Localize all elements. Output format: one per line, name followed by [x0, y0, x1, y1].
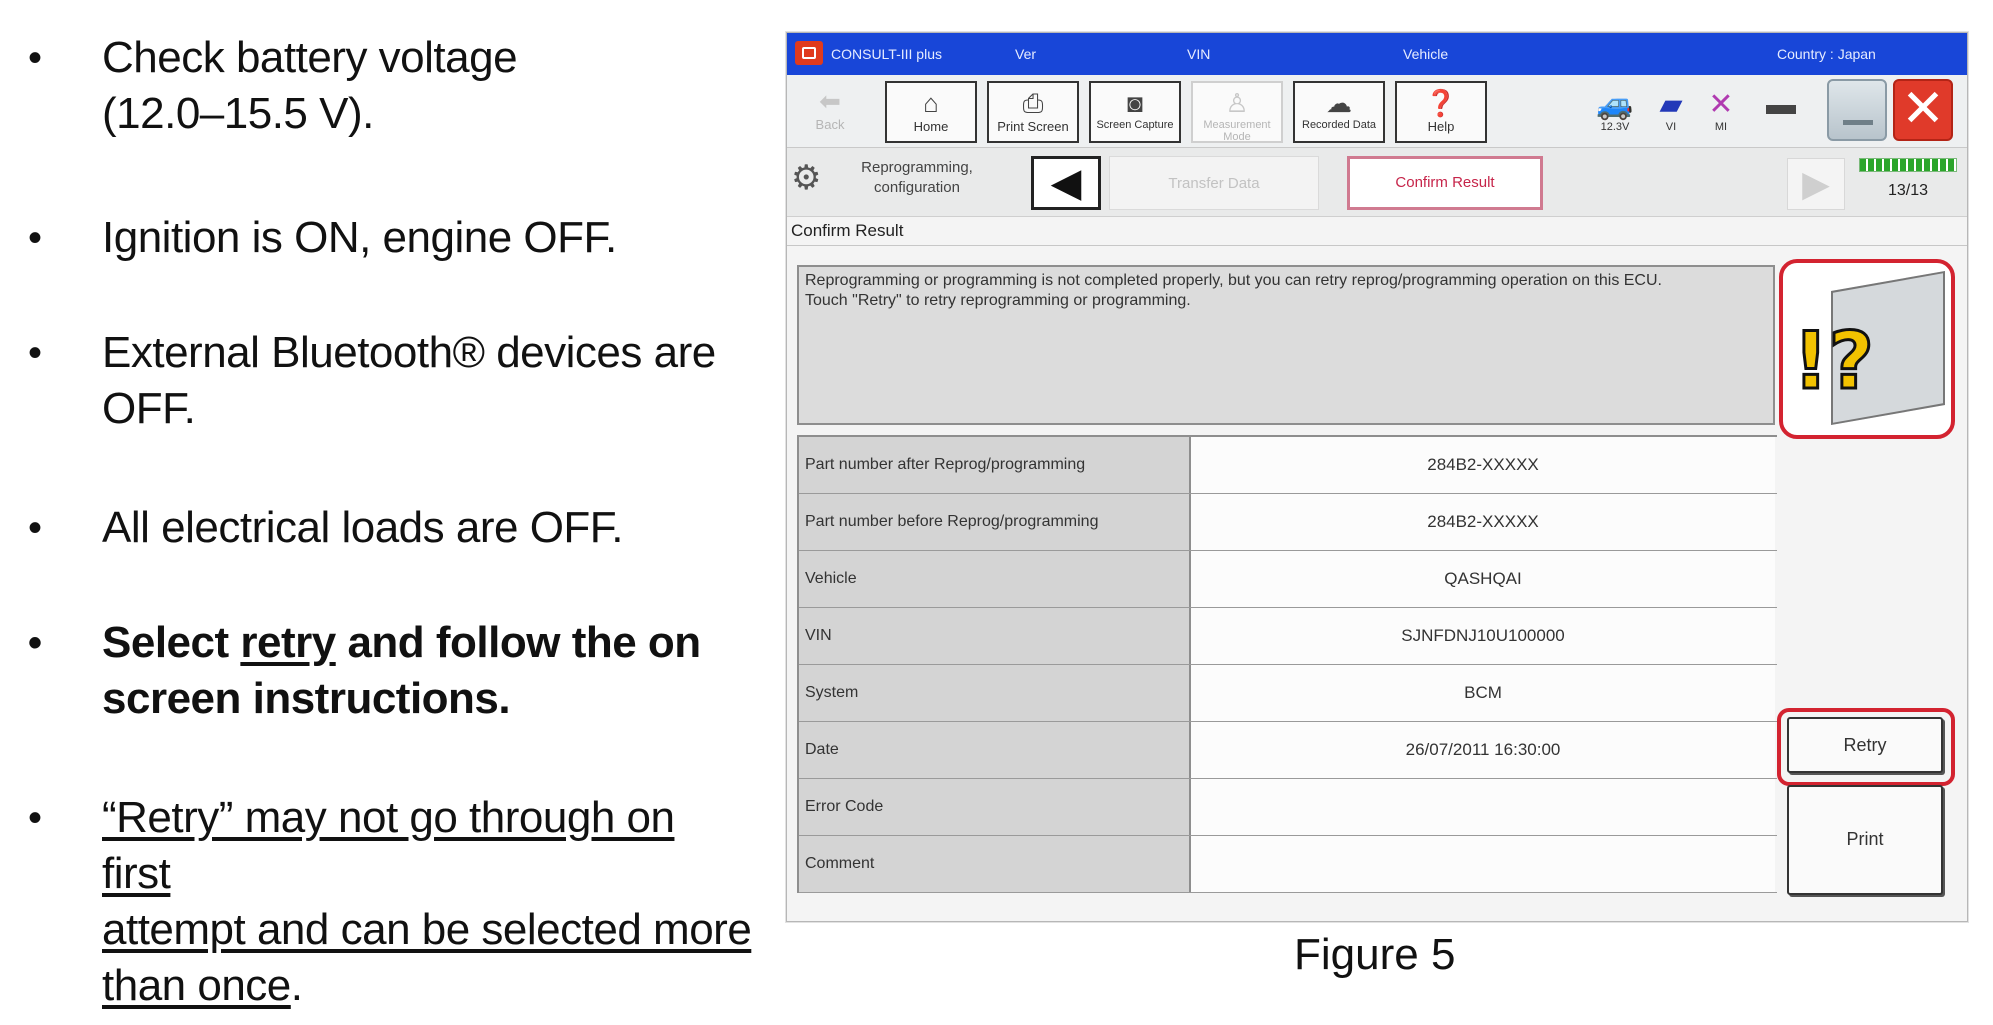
- bullet-dot-icon: •: [28, 216, 42, 260]
- step-counter: 13/13: [1887, 182, 1929, 199]
- row-key: Part number before Reprog/programming: [799, 494, 1191, 550]
- car-icon: 🚙: [1596, 88, 1634, 121]
- recorded-data-icon: ☁: [1326, 88, 1352, 118]
- result-table: [797, 435, 1777, 893]
- battery-status: [1587, 89, 1643, 133]
- bullet-dot-icon: •: [28, 621, 42, 665]
- app-title: CONSULT-III plus: [831, 46, 942, 62]
- app-logo-icon: [795, 41, 823, 65]
- triangle-left-icon: ◀: [1050, 161, 1082, 205]
- next-step-button[interactable]: [1787, 158, 1845, 210]
- home-icon: ⌂: [923, 88, 939, 118]
- table-row: [799, 722, 1777, 779]
- close-icon: ✕: [1901, 80, 1945, 138]
- table-row: [799, 494, 1777, 551]
- row-key: System: [799, 665, 1191, 721]
- navigation-row: [787, 148, 1967, 217]
- row-value: 26/07/2011 16:30:00: [1191, 722, 1775, 778]
- bullet-text: .: [290, 961, 303, 1010]
- measurement-icon: ♙: [1225, 88, 1249, 118]
- row-value: BCM: [1191, 665, 1775, 721]
- triangle-right-icon: ▶: [1802, 163, 1830, 204]
- mi-status: [1701, 89, 1741, 133]
- measurement-mode-button[interactable]: [1191, 81, 1283, 143]
- row-key: Part number after Reprog/programming: [799, 437, 1191, 493]
- row-value: [1191, 779, 1775, 835]
- step-transfer-data[interactable]: Transfer Data: [1109, 156, 1319, 210]
- row-key: Date: [799, 722, 1191, 778]
- vi-icon: ▰: [1659, 88, 1683, 121]
- bullet-text: and follow the on: [335, 618, 701, 667]
- row-key: Comment: [799, 836, 1191, 892]
- row-key: VIN: [799, 608, 1191, 664]
- back-arrow-icon: ⬅: [819, 86, 841, 116]
- vi-status: [1651, 89, 1691, 133]
- battery-voltage: 12.3V: [1600, 121, 1630, 133]
- camera-icon: ◙: [1127, 88, 1143, 118]
- message-text: Reprogramming or programming is not completed properly, but you can retry reprog/programming operation on this ECU. Touch "Retry" to retry reprogramming or programming.: [805, 272, 1662, 309]
- bullet-text: All electrical loads are OFF.: [102, 503, 624, 552]
- bullet-text: Ignition is ON, engine OFF.: [102, 213, 617, 262]
- table-row: [799, 437, 1777, 494]
- figure-caption: Figure 5: [1294, 930, 1456, 979]
- bullet-dot-icon: •: [28, 506, 42, 550]
- bullet-text: screen instructions.: [102, 674, 511, 723]
- bullet-text: Check battery voltage: [102, 33, 518, 82]
- button-label: Recorded Data: [1302, 119, 1376, 131]
- vin-label: VIN: [1187, 46, 1211, 62]
- row-value: 284B2-XXXXX: [1191, 494, 1775, 550]
- toolbar: [787, 75, 1967, 148]
- bullet-text: than once: [102, 961, 291, 1010]
- row-value: 284B2-XXXXX: [1191, 437, 1775, 493]
- connector-status: [1751, 89, 1811, 121]
- print-screen-button[interactable]: [987, 81, 1079, 143]
- button-label: Print Screen: [997, 119, 1069, 134]
- bullet-dot-icon: •: [28, 36, 42, 80]
- table-row: [799, 551, 1777, 608]
- section-title: Confirm Result: [791, 221, 904, 240]
- printer-icon: ⎙: [1022, 88, 1044, 118]
- button-label: Measurement Mode: [1203, 119, 1271, 143]
- previous-step-button[interactable]: [1031, 156, 1101, 210]
- row-value: SJNFDNJ10U100000: [1191, 608, 1775, 664]
- button-label: Home: [913, 119, 949, 134]
- close-button[interactable]: [1893, 79, 1953, 141]
- ecu-warning-image: [1779, 259, 1955, 439]
- message-box: [797, 265, 1775, 425]
- row-value: QASHQAI: [1191, 551, 1775, 607]
- country-label: Country : Japan: [1777, 46, 1876, 62]
- mi-x-icon: ✕: [1708, 88, 1734, 121]
- bullet-text: OFF.: [102, 384, 196, 433]
- connector-icon: ▬: [1766, 88, 1796, 121]
- consult-screenshot: [786, 32, 1968, 922]
- print-button[interactable]: Print: [1787, 785, 1943, 895]
- minimize-button[interactable]: [1827, 79, 1887, 141]
- step-progress: [1859, 158, 1957, 200]
- button-label: Help: [1427, 119, 1455, 134]
- vehicle-label: Vehicle: [1403, 46, 1449, 62]
- workflow-label: Reprogramming, configuration: [861, 159, 973, 196]
- recorded-data-button[interactable]: [1293, 81, 1385, 143]
- reprogramming-icon: ⚙: [791, 159, 822, 197]
- button-label: Back: [815, 117, 845, 132]
- progress-bar: [1859, 158, 1957, 172]
- screen-capture-button[interactable]: [1089, 81, 1181, 143]
- version-label: Ver: [1015, 46, 1037, 62]
- warning-exclaim-question-icon: !?: [1793, 317, 1874, 407]
- button-label: Screen Capture: [1096, 119, 1174, 131]
- home-button[interactable]: [885, 81, 977, 143]
- table-row: [799, 665, 1777, 722]
- bullet-text: attempt and can be selected more: [102, 905, 752, 954]
- row-key: Vehicle: [799, 551, 1191, 607]
- bullet-text: “Retry” may not go through on first: [102, 793, 675, 898]
- retry-button[interactable]: Retry: [1787, 717, 1943, 773]
- retry-emphasis: retry: [240, 618, 336, 667]
- back-button[interactable]: [795, 81, 865, 143]
- title-bar: [787, 33, 1967, 75]
- step-confirm-result[interactable]: Confirm Result: [1347, 156, 1543, 210]
- row-key: Error Code: [799, 779, 1191, 835]
- table-row: [799, 836, 1777, 893]
- row-value: [1191, 836, 1775, 892]
- divider: [787, 245, 1967, 246]
- help-icon: ❓: [1424, 88, 1458, 118]
- vi-label: VI: [1665, 121, 1677, 133]
- bullet-text: (12.0–15.5 V).: [102, 89, 374, 138]
- bullet-dot-icon: •: [28, 331, 42, 375]
- mi-label: MI: [1714, 121, 1728, 133]
- table-row: [799, 779, 1777, 836]
- table-row: [799, 608, 1777, 665]
- bullet-dot-icon: •: [28, 796, 42, 840]
- bullet-text: Select: [102, 618, 241, 667]
- bullet-text: External Bluetooth® devices are: [102, 328, 716, 377]
- help-button[interactable]: [1395, 81, 1487, 143]
